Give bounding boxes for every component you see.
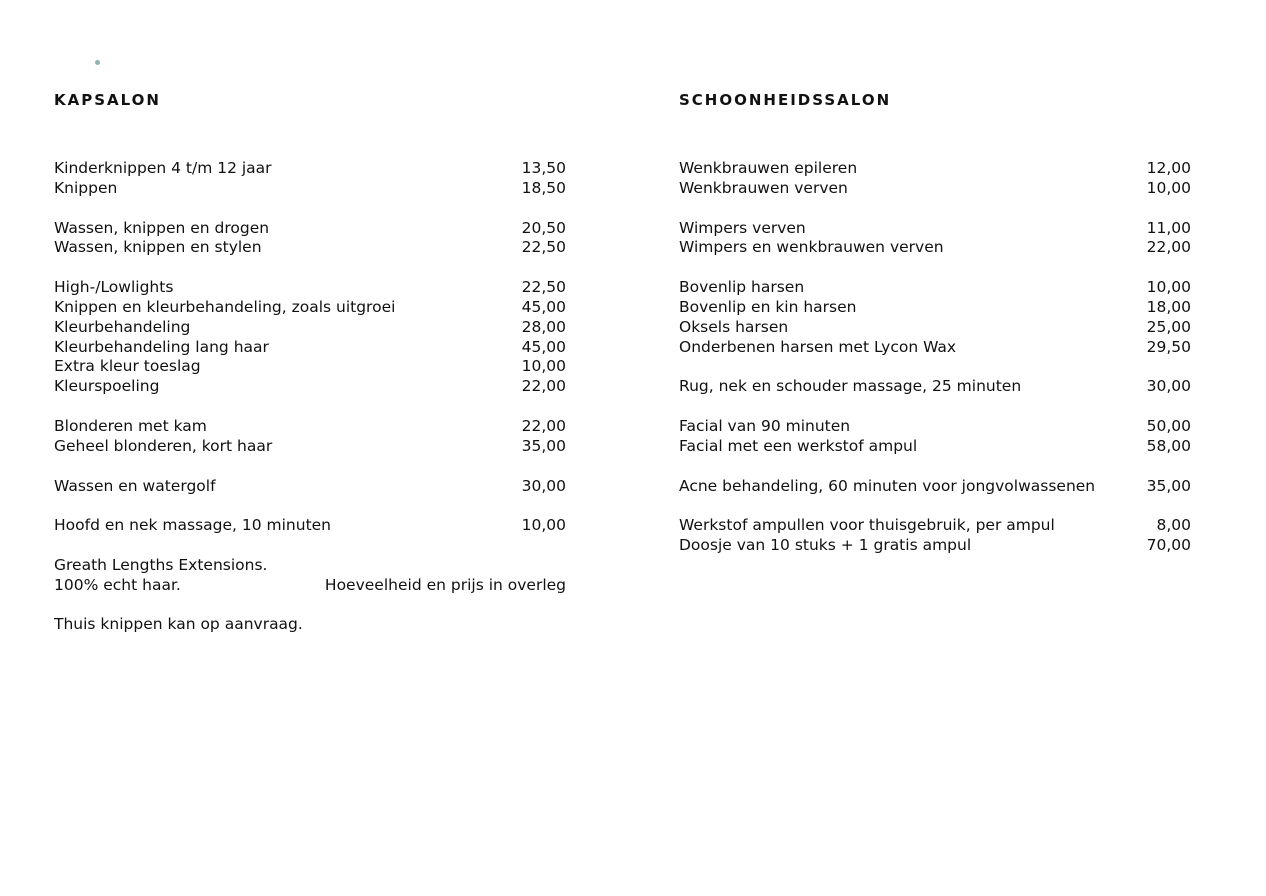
treatment-price: 22,50 bbox=[521, 238, 566, 257]
treatment-price: 35,00 bbox=[521, 436, 566, 455]
treatment-price: 30,00 bbox=[1146, 377, 1191, 396]
treatment-name: Wassen, knippen en stylen bbox=[54, 238, 262, 257]
treatment-name: Wassen en watergolf bbox=[54, 476, 216, 495]
treatment-name: Bovenlip harsen bbox=[679, 278, 805, 297]
extensions-detail-row bbox=[54, 576, 566, 596]
treatment-price: 18,00 bbox=[1146, 297, 1191, 316]
treatment-name: Wimpers en wenkbrauwen verven bbox=[679, 238, 944, 257]
treatment-price: 29,50 bbox=[1146, 337, 1191, 356]
treatment-name: Wenkbrauwen verven bbox=[679, 178, 848, 197]
price-row bbox=[54, 159, 566, 179]
treatment-name: Wassen, knippen en drogen bbox=[54, 218, 270, 237]
treatment-name: Facial van 90 minuten bbox=[679, 416, 851, 435]
treatment-price: 25,00 bbox=[1146, 317, 1191, 336]
kapsalon-section bbox=[54, 90, 566, 635]
price-row bbox=[54, 238, 566, 258]
treatment-price: 13,50 bbox=[521, 159, 566, 177]
treatment-price: 8,00 bbox=[1156, 516, 1191, 535]
price-row bbox=[54, 278, 566, 298]
treatment-name: Bovenlip en kin harsen bbox=[679, 297, 857, 316]
treatment-name: High-/Lowlights bbox=[54, 278, 174, 297]
treatment-price: 10,00 bbox=[1146, 278, 1191, 297]
price-row bbox=[54, 338, 566, 358]
treatment-price: 20,50 bbox=[521, 218, 566, 237]
treatment-price: 12,00 bbox=[1146, 159, 1191, 177]
treatment-name: Facial met een werkstof ampul bbox=[679, 436, 918, 455]
kapsalon-heading: KAPSALON bbox=[54, 91, 161, 109]
price-row bbox=[679, 318, 1191, 338]
treatment-name: Extra kleur toeslag bbox=[54, 357, 201, 376]
price-row bbox=[54, 477, 566, 497]
price-row bbox=[679, 477, 1191, 497]
treatment-price: 10,00 bbox=[521, 357, 566, 376]
home-service-note: Thuis knippen kan op aanvraag. bbox=[54, 615, 303, 634]
treatment-price: 28,00 bbox=[521, 317, 566, 336]
schoonheidssalon-price-list bbox=[679, 159, 1191, 556]
price-row bbox=[679, 219, 1191, 239]
treatment-name: Kinderknippen 4 t/m 12 jaar bbox=[54, 159, 272, 177]
treatment-price: 22,00 bbox=[521, 377, 566, 396]
price-row bbox=[54, 219, 566, 239]
price-row bbox=[679, 516, 1191, 536]
treatment-price: 10,00 bbox=[521, 516, 566, 535]
decorative-dot bbox=[95, 60, 100, 65]
treatment-price: 22,00 bbox=[1146, 238, 1191, 257]
price-row bbox=[54, 179, 566, 199]
price-row bbox=[679, 536, 1191, 556]
price-row bbox=[679, 417, 1191, 437]
treatment-price: 70,00 bbox=[1146, 536, 1191, 555]
price-row bbox=[54, 377, 566, 397]
price-row bbox=[54, 417, 566, 437]
price-row bbox=[679, 238, 1191, 258]
treatment-price: 35,00 bbox=[1146, 476, 1191, 495]
treatment-name: Knippen bbox=[54, 178, 118, 197]
treatment-price: 45,00 bbox=[521, 337, 566, 356]
treatment-name: Oksels harsen bbox=[679, 317, 789, 336]
price-row bbox=[679, 179, 1191, 199]
price-row bbox=[54, 318, 566, 338]
treatment-price: 22,00 bbox=[521, 416, 566, 435]
extensions-row bbox=[54, 556, 566, 576]
extensions-price: Hoeveelheid en prijs in overleg bbox=[324, 575, 566, 594]
price-row bbox=[679, 159, 1191, 179]
treatment-price: 45,00 bbox=[521, 297, 566, 316]
extensions-line: Greath Lengths Extensions. bbox=[54, 555, 268, 574]
price-row bbox=[679, 437, 1191, 457]
price-row bbox=[54, 298, 566, 318]
schoonheidssalon-section bbox=[679, 90, 1191, 556]
treatment-price: 22,50 bbox=[521, 278, 566, 297]
treatment-name: Doosje van 10 stuks + 1 gratis ampul bbox=[679, 536, 972, 555]
treatment-price: 50,00 bbox=[1146, 416, 1191, 435]
treatment-price: 18,50 bbox=[521, 178, 566, 197]
treatment-name: Geheel blonderen, kort haar bbox=[54, 436, 273, 455]
price-row bbox=[54, 357, 566, 377]
treatment-price: 11,00 bbox=[1146, 218, 1191, 237]
treatment-name: Rug, nek en schouder massage, 25 minuten bbox=[679, 377, 1022, 396]
treatment-price: 58,00 bbox=[1146, 436, 1191, 455]
treatment-name: Wenkbrauwen epileren bbox=[679, 159, 858, 177]
schoonheidssalon-heading: SCHOONHEIDSSALON bbox=[679, 91, 892, 109]
treatment-name: Wimpers verven bbox=[679, 218, 806, 237]
price-row bbox=[679, 298, 1191, 318]
extensions-name: 100% echt haar. bbox=[54, 575, 181, 594]
treatment-name: Hoofd en nek massage, 10 minuten bbox=[54, 516, 332, 535]
treatment-price: 10,00 bbox=[1146, 178, 1191, 197]
price-row bbox=[54, 516, 566, 536]
price-row bbox=[679, 338, 1191, 358]
price-row bbox=[54, 437, 566, 457]
treatment-name: Kleurspoeling bbox=[54, 377, 160, 396]
treatment-name: Kleurbehandeling lang haar bbox=[54, 337, 269, 356]
treatment-name: Blonderen met kam bbox=[54, 416, 207, 435]
treatment-name: Kleurbehandeling bbox=[54, 317, 191, 336]
kapsalon-price-list bbox=[54, 159, 566, 536]
price-row bbox=[679, 377, 1191, 397]
treatment-name: Werkstof ampullen voor thuisgebruik, per ampul bbox=[679, 516, 1055, 535]
treatment-price: 30,00 bbox=[521, 476, 566, 495]
price-row bbox=[679, 278, 1191, 298]
treatment-name: Knippen en kleurbehandeling, zoals uitgroei bbox=[54, 297, 396, 316]
treatment-name: Acne behandeling, 60 minuten voor jongvolwassenen bbox=[679, 476, 1096, 495]
treatment-name: Onderbenen harsen met Lycon Wax bbox=[679, 337, 957, 356]
